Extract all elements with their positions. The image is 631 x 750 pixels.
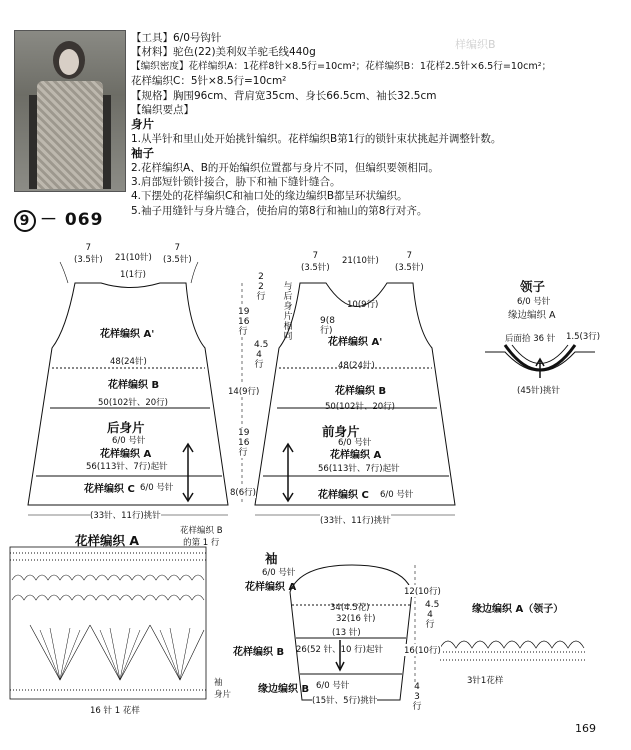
chart-a-note: 花样编织 B 的第 1 行 <box>180 526 223 548</box>
front-title: 前身片 <box>322 424 360 439</box>
sleeve-w34: 34(4.5花) <box>330 603 370 613</box>
sleeve-edge-b: 缘边编织 B <box>258 684 310 695</box>
code-circle: 9 <box>14 210 36 232</box>
body-title: 身片 <box>131 117 154 132</box>
step-2: 2.花样编织A、B的开始编织位置都与身片不同，但编织要领相同。 <box>131 161 439 174</box>
sleeve-title: 袖子 <box>131 146 154 161</box>
sleeve-h4: 4 3 行 <box>412 682 422 712</box>
sleeve-pattern-a: 花样编织 A <box>245 582 297 593</box>
back-needle-c: 6/0 号针 <box>140 483 174 493</box>
back-pattern-c: 花样编织 C <box>84 484 135 495</box>
sleeve-bottom: (15针、5行)挑针 <box>312 696 378 706</box>
chart-a-fans <box>30 625 204 680</box>
sleeve-h12: 12(10行) <box>404 587 441 597</box>
body-step-1: 1.从半针和里山处开始挑针编织。花样编织B第1行的锁针束状挑起并调整针数。 <box>131 132 502 145</box>
gauge-1: 【编织密度】花样编织A：1花样8针×8.5行=10cm²；花样编织B：1花样2.5针×6.5行=10cm²； <box>131 60 552 72</box>
tools: 【工具】6/0号钩针 <box>131 32 222 44</box>
chart-a-title: 花样编织 A <box>75 533 140 548</box>
size: 【规格】胸围96cm、背肩宽35cm、身长66.5cm、袖长32.5cm <box>131 89 437 102</box>
chart-a-frame <box>10 547 206 699</box>
front-top-mid: 21(10针) <box>342 256 379 266</box>
front-width-56: 56(113针、7行)起针 <box>318 464 400 474</box>
back-width-56: 56(113针、7行)起针 <box>86 462 168 472</box>
dim-1: 2 2 行 <box>256 272 266 302</box>
collar-edge: 缘边编织 A <box>508 310 556 321</box>
code-rest: － 069 <box>40 210 104 230</box>
back-width-50: 50(102针、20行) <box>98 398 168 408</box>
material: 【材料】驼色(22)美利奴羊驼毛线440g <box>131 46 316 59</box>
back-top-left: 7 (3.5针) <box>74 243 103 265</box>
edge-a-picots <box>440 641 584 648</box>
front-width-48: 48(24针) <box>338 361 375 371</box>
collar-bottom: (45针)挑针 <box>517 386 560 396</box>
front-width-50: 50(102针、20行) <box>325 402 395 412</box>
dim-4: 14(9行) <box>228 387 260 397</box>
sleeve-h45: 4.5 4 行 <box>425 600 440 630</box>
collar-needle: 6/0 号针 <box>517 297 551 307</box>
step-4: 4.下摆处的花样编织C和袖口处的缘边编织B都呈环状编织。 <box>131 190 408 203</box>
sleeve-h16: 16(10行) <box>404 646 441 656</box>
front-pattern-a: 花样编织 A <box>330 450 382 461</box>
dim-6: 8(6行) <box>230 488 256 498</box>
back-row1: 1(1行) <box>120 270 146 280</box>
faded-text: 样编织B <box>455 38 496 51</box>
sleeve-w26: 26(52 针、10 行)起针 <box>296 645 383 655</box>
back-needle: 6/0 号针 <box>112 436 146 446</box>
back-title: 后身片 <box>107 420 145 435</box>
step-3: 3.肩部短针锁针接合，胁下和袖下缝针缝合。 <box>131 176 341 189</box>
front-needle: 6/0 号针 <box>338 438 372 448</box>
page-number: 169 <box>575 722 596 735</box>
edge-a-title: 缘边编织 A（领子） <box>472 604 564 615</box>
points-title: 【编织要点】 <box>131 104 194 117</box>
back-top-right: 7 (3.5针) <box>163 243 192 265</box>
sleeve-w32: 32(16 针) <box>336 614 376 624</box>
back-pattern-b: 花样编织 B <box>108 380 160 391</box>
front-row10: 10(9行) <box>347 300 379 310</box>
dim-5: 19 16 行 <box>238 428 250 458</box>
front-row9: 9(8行) <box>320 316 335 336</box>
dim-3: 4.5 4 行 <box>254 340 269 370</box>
front-pattern-c: 花样编织 C <box>318 490 369 501</box>
front-pattern-b: 花样编织 B <box>335 386 387 397</box>
sleeve-needle-2: 6/0 号针 <box>316 681 350 691</box>
chart-a-arcs-2 <box>12 595 204 600</box>
chart-a-fan-rays <box>40 628 190 680</box>
chart-a-side: 袖 身片 <box>214 678 232 700</box>
front-bottom: (33针、11行)挑针 <box>320 516 391 526</box>
dim-2: 19 16 行 <box>238 307 250 337</box>
back-top-mid: 21(10针) <box>115 253 152 263</box>
gauge-2: 花样编织C：5针×8.5行=10cm² <box>131 75 287 88</box>
collar-title: 领子 <box>520 279 546 294</box>
step-5: 5.袖子用缝针与身片缝合，使抬肩的第8行和袖山的第8行对齐。 <box>131 204 428 217</box>
back-bottom: (33针、11行)挑针 <box>90 511 161 521</box>
front-top-left: 7 (3.5针) <box>301 251 330 273</box>
front-side-note: 与后身片相同 <box>283 282 293 342</box>
back-pattern-a-prime: 花样编织 A' <box>100 329 155 340</box>
sleeve-r13: (13 针) <box>332 628 361 638</box>
sleeve-pattern-b: 花样编织 B <box>233 647 285 658</box>
back-width-48: 48(24针) <box>110 357 147 367</box>
sleeve-needle: 6/0 号针 <box>262 568 296 578</box>
chart-a-arcs-1 <box>12 575 204 580</box>
back-pattern-a: 花样编织 A <box>100 449 152 460</box>
collar-pick: 后面拾 36 针 <box>505 334 556 344</box>
front-top-right: 7 (3.5针) <box>395 251 424 273</box>
edge-a-repeat: 3针1花样 <box>467 676 504 686</box>
chart-a-repeat: 16 针 1 花样 <box>90 706 140 716</box>
sleeve-title: 袖 <box>265 551 278 566</box>
front-pattern-a-prime: 花样编织 A' <box>328 337 383 348</box>
collar-rows: 1.5(3行) <box>566 332 601 342</box>
front-needle-c: 6/0 号针 <box>380 490 414 500</box>
